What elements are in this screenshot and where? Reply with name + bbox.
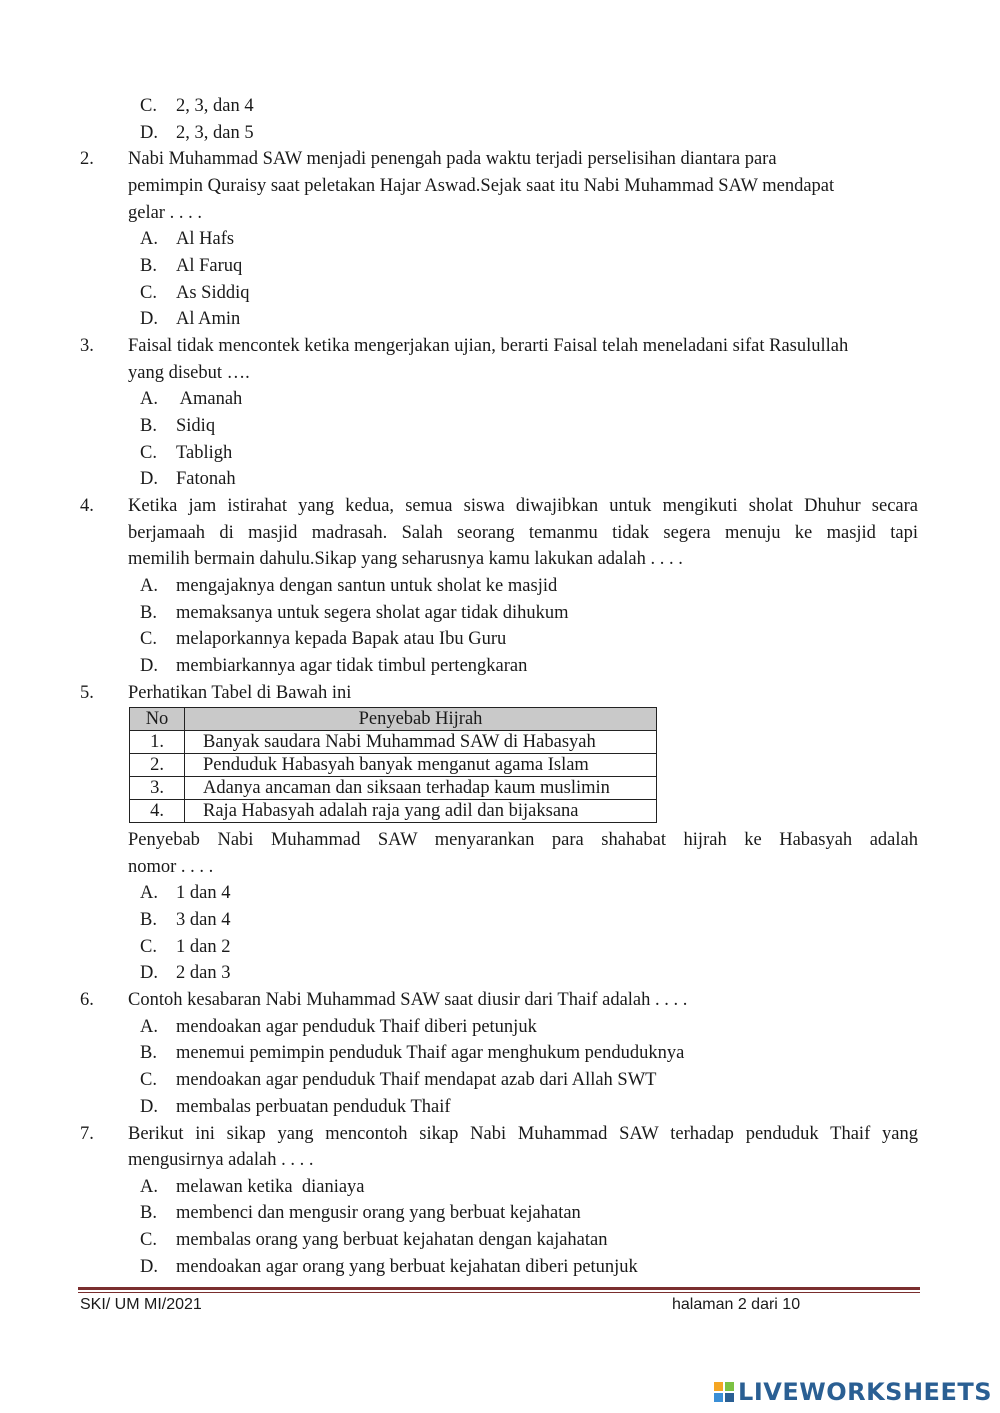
hijrah-reasons-table <box>129 707 657 823</box>
option-item[interactable]: A. Al Hafs <box>140 229 235 249</box>
option-item[interactable]: A. 1 dan 4 <box>140 883 231 903</box>
question-text: Ketika jam istirahat yang kedua, semua siswa diwajibkan untuk mengikuti sholat Dhuhur secara <box>128 496 918 516</box>
question-text: Faisal tidak mencontek ketika mengerjakan ujian, berarti Faisal telah meneladani sifat Rasulullah <box>128 336 849 356</box>
brand-text: LIVEWORKSHEETS <box>738 1378 992 1406</box>
table-cell: 4. <box>130 800 185 823</box>
table-cell: 2. <box>130 754 185 777</box>
option-item[interactable]: A. Amanah <box>140 389 243 409</box>
liveworksheets-brand[interactable] <box>714 1378 992 1406</box>
option-item[interactable]: B. membenci dan mengusir orang yang berbuat kejahatan <box>140 1203 581 1223</box>
footer-divider <box>78 1287 920 1290</box>
table-header-cell: Penyebab Hijrah <box>185 708 657 731</box>
table-cell: Raja Habasyah adalah raja yang adil dan bijaksana <box>185 800 657 823</box>
option-item[interactable]: D. 2 dan 3 <box>140 963 231 983</box>
table-cell: Penduduk Habasyah banyak menganut agama Islam <box>185 754 657 777</box>
option-item[interactable]: D. membiarkannya agar tidak timbul pertengkaran <box>140 656 528 676</box>
footer-divider <box>78 1292 920 1293</box>
footer-page-number: halaman 2 dari 10 <box>672 1296 801 1313</box>
table-row <box>130 754 657 777</box>
option-item: D. 2, 3, dan 5 <box>140 123 254 143</box>
question-text: yang disebut …. <box>128 363 250 383</box>
question-text: memilih bermain dahulu.Sikap yang seharusnya kamu lakukan adalah . . . . <box>128 549 683 569</box>
table-row <box>130 800 657 823</box>
table-row <box>130 777 657 800</box>
table-cell: Adanya ancaman dan siksaan terhadap kaum muslimin <box>185 777 657 800</box>
question-text: berjamaah di masjid madrasah. Salah seorang temanmu tidak segera menuju ke masjid tapi <box>128 523 918 543</box>
table-row <box>130 731 657 754</box>
option-item[interactable]: C. mendoakan agar penduduk Thaif mendapat azab dari Allah SWT <box>140 1070 657 1090</box>
option-item[interactable]: C. As Siddiq <box>140 283 250 303</box>
option-item[interactable]: B. Al Faruq <box>140 256 243 276</box>
option-item[interactable]: D. membalas perbuatan penduduk Thaif <box>140 1097 451 1117</box>
question-text: mengusirnya adalah . . . . <box>128 1150 314 1170</box>
question-number: 7. <box>80 1124 94 1144</box>
question-number: 2. <box>80 149 94 169</box>
table-cell: 1. <box>130 731 185 754</box>
option-item[interactable]: D. Al Amin <box>140 309 241 329</box>
option-item[interactable]: C. melaporkannya kepada Bapak atau Ibu Guru <box>140 629 507 649</box>
question-text: Penyebab Nabi Muhammad SAW menyarankan para shahabat hijrah ke Habasyah adalah <box>128 830 918 850</box>
option-item[interactable]: D. mendoakan agar orang yang berbuat kejahatan diberi petunjuk <box>140 1257 638 1277</box>
option-item[interactable]: C. membalas orang yang berbuat kejahatan dengan kajahatan <box>140 1230 608 1250</box>
option-item[interactable]: D. Fatonah <box>140 469 236 489</box>
option-item[interactable]: A. mendoakan agar penduduk Thaif diberi petunjuk <box>140 1017 537 1037</box>
table-header-row <box>130 708 657 731</box>
question-text: Contoh kesabaran Nabi Muhammad SAW saat diusir dari Thaif adalah . . . . <box>128 990 688 1010</box>
table-header-cell: No <box>130 708 185 731</box>
option-item[interactable]: B. menemui pemimpin penduduk Thaif agar menghukum penduduknya <box>140 1043 685 1063</box>
question-text: gelar . . . . <box>128 203 202 223</box>
option-item[interactable]: A. melawan ketika dianiaya <box>140 1177 365 1197</box>
option-item[interactable]: C. Tabligh <box>140 443 233 463</box>
footer-left: SKI/ UM MI/2021 <box>80 1296 202 1313</box>
liveworksheets-logo-icon <box>714 1382 734 1402</box>
question-number: 5. <box>80 683 94 703</box>
option-item[interactable]: C. 1 dan 2 <box>140 937 231 957</box>
option-item[interactable]: B. memaksanya untuk segera sholat agar tidak dihukum <box>140 603 569 623</box>
question-number: 4. <box>80 496 94 516</box>
option-item[interactable]: A. mengajaknya dengan santun untuk sholat ke masjid <box>140 576 558 596</box>
question-text: Perhatikan Tabel di Bawah ini <box>128 683 352 703</box>
question-number: 6. <box>80 990 94 1010</box>
table-cell: Banyak saudara Nabi Muhammad SAW di Habasyah <box>185 731 657 754</box>
option-item[interactable]: B. Sidiq <box>140 416 216 436</box>
question-text: nomor . . . . <box>128 857 214 877</box>
question-text: pemimpin Quraisy saat peletakan Hajar Aswad.Sejak saat itu Nabi Muhammad SAW mendapat <box>128 176 835 196</box>
question-number: 3. <box>80 336 94 356</box>
table-cell: 3. <box>130 777 185 800</box>
question-text: Nabi Muhammad SAW menjadi penengah pada waktu terjadi perselisihan diantara para <box>128 149 777 169</box>
option-item: C. 2, 3, dan 4 <box>140 96 254 116</box>
question-text: Berikut ini sikap yang mencontoh sikap Nabi Muhammad SAW terhadap penduduk Thaif yang <box>128 1124 918 1144</box>
option-item[interactable]: B. 3 dan 4 <box>140 910 231 930</box>
